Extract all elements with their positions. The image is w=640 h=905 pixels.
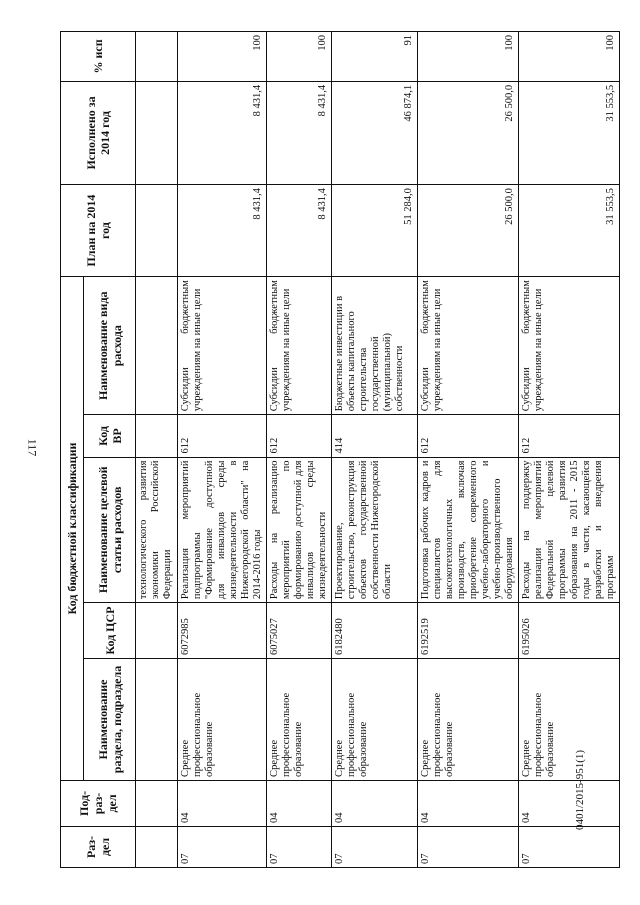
header-razdel: Раз-дел [61, 826, 136, 867]
table-row [519, 32, 620, 868]
table-row [332, 32, 418, 868]
cell-name-razdel: Среднее профессиональное образование [178, 659, 267, 781]
cell-csr: 6182480 [332, 603, 418, 659]
header-vr: Код ВР [84, 415, 136, 457]
cell-vr: 612 [178, 415, 267, 457]
cell-plan: 51 284,0 [332, 185, 418, 277]
cell-name-vr: Субсидии бюджетным учреждениям на иные цели [418, 277, 519, 415]
cell-csr: 6192519 [418, 603, 519, 659]
header-podrazdel: Под-раз-дел [61, 780, 136, 826]
cell-name-vr [136, 277, 178, 415]
cell-vr: 612 [519, 415, 620, 457]
cell-name-razdel: Среднее профессиональное образование [418, 659, 519, 781]
header-name-csr: Наименование целевой статьи расходов [84, 457, 136, 603]
cell-name-vr: Субсидии бюджетным учреждениям на иные цели [178, 277, 267, 415]
cell-name-csr: технологического развития экономики Российской Федерации [136, 457, 178, 603]
cell-plan: 8 431,4 [267, 185, 332, 277]
cell-vr: 414 [332, 415, 418, 457]
page-number: 117 [25, 438, 40, 457]
cell-podrazdel [136, 780, 178, 826]
cell-csr: 6075027 [267, 603, 332, 659]
cell-done: 46 874,1 [332, 81, 418, 184]
cell-pct: 100 [267, 32, 332, 82]
cell-name-csr: Расходы на реализацию мероприятий по формированию доступной для инвалидов среды жизнедеятельности [267, 457, 332, 603]
cell-csr [136, 603, 178, 659]
cell-name-razdel: Среднее профессиональное образование [519, 659, 620, 781]
budget-table [60, 31, 620, 868]
document-code: 0401/2015-951(1) [574, 749, 586, 830]
cell-name-csr: Расходы на поддержку реализации мероприятий Федеральной целевой программы развития образования на 2011 - 2015 годы в части, касающейся разработки и внедрения программ [519, 457, 620, 603]
cell-name-vr: Субсидии бюджетным учреждениям на иные цели [267, 277, 332, 415]
header-name-vr: Наименование вида расхода [84, 277, 136, 415]
table-row [178, 32, 267, 868]
cell-podrazdel: 04 [332, 780, 418, 826]
cell-name-razdel: Среднее профессиональное образование [332, 659, 418, 781]
cell-razdel: 07 [267, 826, 332, 867]
header-group: Код бюджетной классификации [61, 277, 84, 781]
cell-plan [136, 185, 178, 277]
cell-pct [136, 32, 178, 82]
cell-podrazdel: 04 [418, 780, 519, 826]
cell-done: 31 553,5 [519, 81, 620, 184]
header-csr: Код ЦСР [84, 603, 136, 659]
cell-plan: 26 500,0 [418, 185, 519, 277]
cell-name-csr: Проектирование, строительство, реконструкция объектов государственной собственности Нижегородской области [332, 457, 418, 603]
cell-pct: 100 [178, 32, 267, 82]
cell-name-csr: Реализация мероприятий подпрограммы "Формирование доступной для инвалидов среды жизнедеятельности в Нижегородской области" на 2014-2016 годы [178, 457, 267, 603]
cell-name-csr: Подготовка рабочих кадров и специалистов для высокотехнологичных производств, включая приобретение современного учебно-лабораторного и учебно-производственного оборудования [418, 457, 519, 603]
cell-plan: 31 553,5 [519, 185, 620, 277]
table-row [136, 32, 178, 868]
header-pct: % исп [61, 32, 136, 82]
header-name-razdel: Наименование раздела, подраздела [84, 659, 136, 781]
cell-podrazdel: 04 [519, 780, 620, 826]
cell-vr [136, 415, 178, 457]
cell-csr: 6072985 [178, 603, 267, 659]
cell-csr: 6195026 [519, 603, 620, 659]
cell-name-vr: Субсидии бюджетным учреждениям на иные цели [519, 277, 620, 415]
cell-razdel [136, 826, 178, 867]
cell-razdel: 07 [178, 826, 267, 867]
cell-razdel: 07 [519, 826, 620, 867]
header-plan: План на 2014 год [61, 185, 136, 277]
cell-name-razdel: Среднее профессиональное образование [267, 659, 332, 781]
cell-pct: 91 [332, 32, 418, 82]
cell-done [136, 81, 178, 184]
cell-vr: 612 [267, 415, 332, 457]
cell-name-vr: Бюджетные инвестиции в объекты капитального строительства государственной (муниципальной) собственности [332, 277, 418, 415]
table-row [267, 32, 332, 868]
cell-vr: 612 [418, 415, 519, 457]
cell-name-razdel [136, 659, 178, 781]
header-done: Исполнено за 2014 год [61, 81, 136, 184]
cell-done: 26 500,0 [418, 81, 519, 184]
cell-plan: 8 431,4 [178, 185, 267, 277]
cell-pct: 100 [418, 32, 519, 82]
cell-razdel: 07 [332, 826, 418, 867]
table-row [418, 32, 519, 868]
cell-pct: 100 [519, 32, 620, 82]
cell-podrazdel: 04 [178, 780, 267, 826]
cell-podrazdel: 04 [267, 780, 332, 826]
cell-done: 8 431,4 [178, 81, 267, 184]
cell-done: 8 431,4 [267, 81, 332, 184]
cell-razdel: 07 [418, 826, 519, 867]
